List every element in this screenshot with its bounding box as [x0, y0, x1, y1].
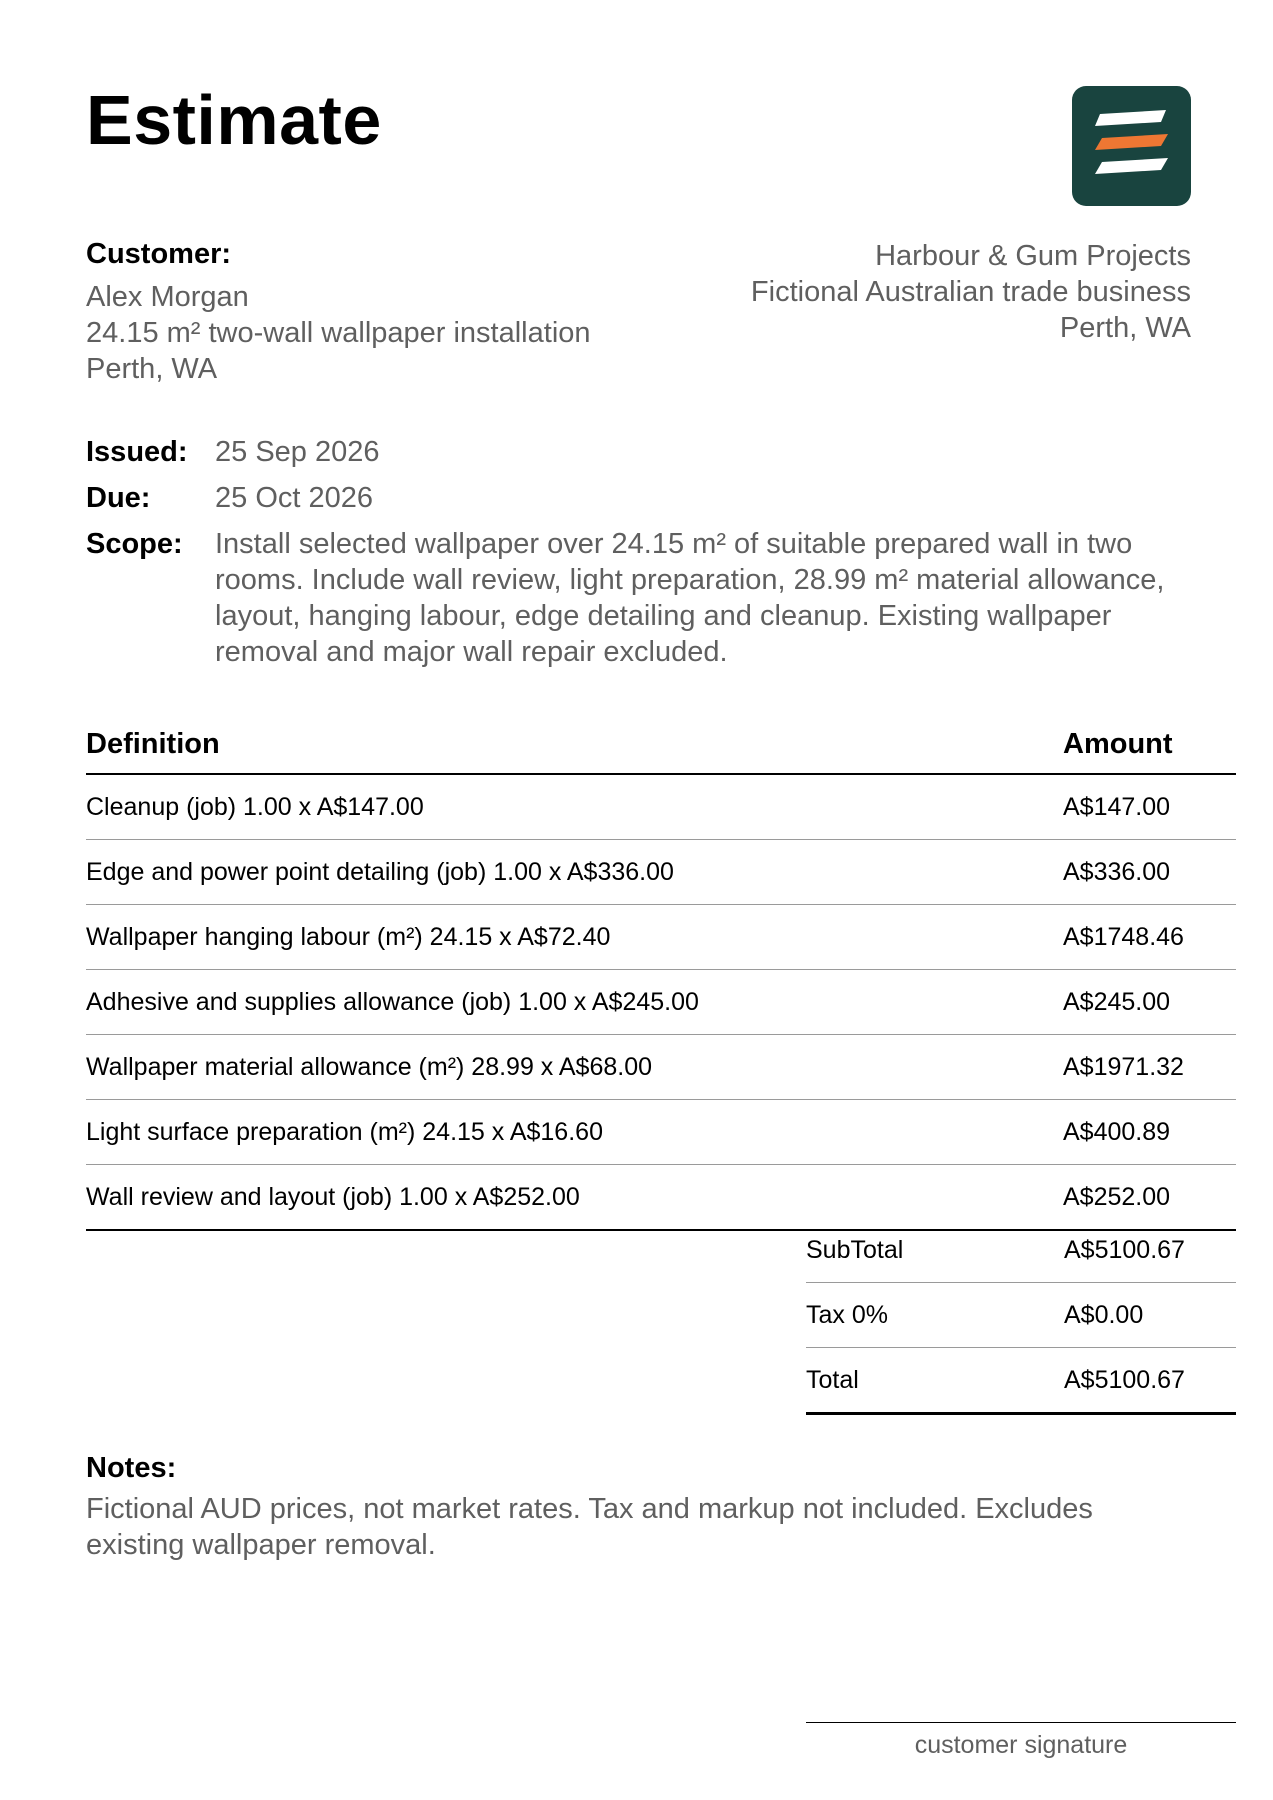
issued-date: 25 Sep 2026 — [215, 436, 380, 468]
table-header-row — [86, 722, 1236, 774]
issued-label: Issued: — [86, 436, 188, 468]
scope-label: Scope: — [86, 528, 183, 560]
notes-block — [86, 1452, 1196, 1563]
item-amount: A$400.89 — [1063, 1100, 1236, 1165]
totals-table — [806, 1218, 1236, 1415]
signature-label: customer signature — [914, 1731, 1128, 1759]
table-row — [86, 1035, 1236, 1100]
document-title: Estimate — [86, 81, 382, 159]
line-items-table — [86, 722, 1236, 1231]
notes-text: Fictional AUD prices, not market rates. Tax and markup not included. Excludes existing wallpaper removal. — [86, 1493, 1093, 1561]
tax-value: A$0.00 — [1064, 1283, 1236, 1348]
company-logo — [1072, 86, 1191, 206]
item-amount: A$245.00 — [1063, 970, 1236, 1035]
notes-label: Notes: — [86, 1452, 177, 1484]
company-description: Fictional Australian trade business — [750, 276, 1191, 308]
item-amount: A$336.00 — [1063, 840, 1236, 905]
company-block — [551, 238, 1191, 346]
item-definition: Wall review and layout (job) 1.00 x A$252.00 — [86, 1165, 1063, 1231]
customer-project: 24.15 m² two-wall wallpaper installation — [86, 317, 591, 349]
customer-location: Perth, WA — [86, 353, 218, 385]
subtotal-row — [806, 1218, 1236, 1283]
tax-label: Tax 0% — [806, 1283, 1064, 1348]
tax-row — [806, 1283, 1236, 1348]
table-row — [86, 1100, 1236, 1165]
scope-text: Install selected wallpaper over 24.15 m² of suitable prepared wall in two rooms. Include wall review, light preparation, 28.99 m² material allowance, layout, hanging labour, edge detailing and cleanup. Existing wallpaper removal and major wall repair excluded. — [215, 528, 1165, 668]
total-label: Total — [806, 1348, 1064, 1414]
item-definition: Cleanup (job) 1.00 x A$147.00 — [86, 774, 1063, 840]
table-row — [86, 905, 1236, 970]
signature-line — [806, 1722, 1236, 1760]
stacked-layers-icon — [1072, 86, 1191, 206]
customer-label: Customer: — [86, 238, 232, 270]
issued-row — [86, 434, 1206, 470]
company-location: Perth, WA — [1059, 312, 1191, 344]
table-row — [86, 840, 1236, 905]
item-amount: A$147.00 — [1063, 774, 1236, 840]
item-amount: A$1971.32 — [1063, 1035, 1236, 1100]
total-value: A$5100.67 — [1064, 1348, 1236, 1414]
total-row — [806, 1348, 1236, 1414]
item-amount: A$1748.46 — [1063, 905, 1236, 970]
item-definition: Wallpaper hanging labour (m²) 24.15 x A$72.40 — [86, 905, 1063, 970]
due-row — [86, 480, 1206, 516]
subtotal-label: SubTotal — [806, 1218, 1064, 1283]
table-row — [86, 970, 1236, 1035]
item-definition: Wallpaper material allowance (m²) 28.99 x A$68.00 — [86, 1035, 1063, 1100]
scope-row — [86, 526, 1206, 670]
amount-header: Amount — [1063, 722, 1236, 774]
estimate-meta — [86, 434, 1206, 680]
company-name: Harbour & Gum Projects — [875, 240, 1191, 272]
table-row — [86, 774, 1236, 840]
item-definition: Edge and power point detailing (job) 1.00 x A$336.00 — [86, 840, 1063, 905]
subtotal-value: A$5100.67 — [1064, 1218, 1236, 1283]
definition-header: Definition — [86, 722, 1063, 774]
customer-name: Alex Morgan — [86, 281, 249, 313]
item-definition: Light surface preparation (m²) 24.15 x A$16.60 — [86, 1100, 1063, 1165]
item-definition: Adhesive and supplies allowance (job) 1.00 x A$245.00 — [86, 970, 1063, 1035]
item-amount: A$252.00 — [1063, 1165, 1236, 1231]
due-label: Due: — [86, 482, 151, 514]
due-date: 25 Oct 2026 — [215, 482, 373, 514]
